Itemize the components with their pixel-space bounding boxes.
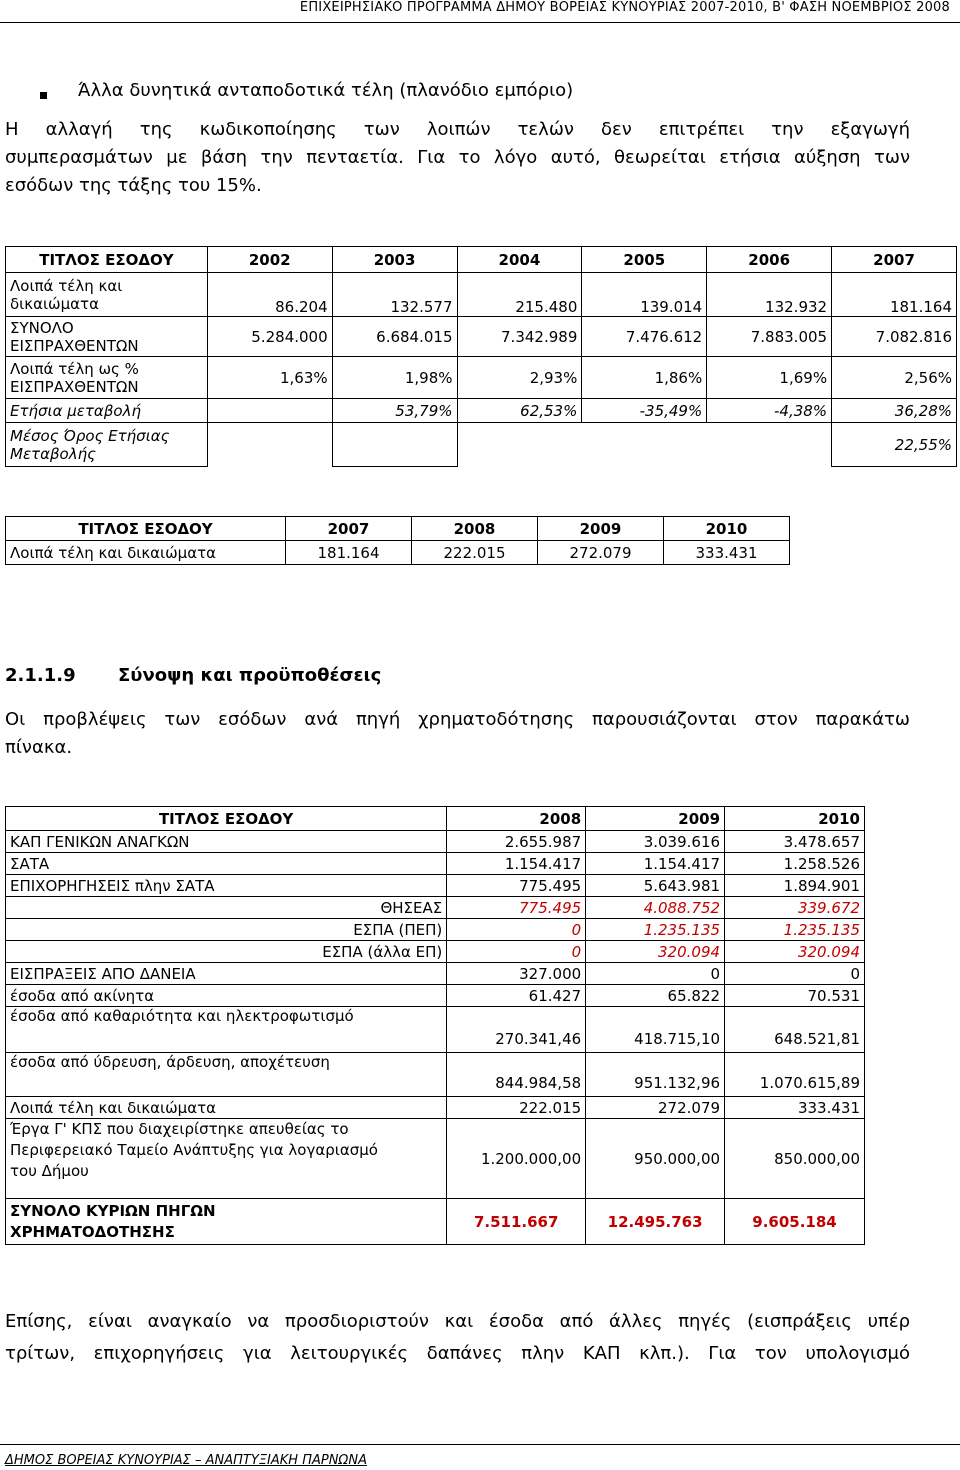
table-cell: 1.154.417 xyxy=(447,853,586,875)
table-cell: 1,69% xyxy=(707,357,832,399)
table-row xyxy=(6,399,957,423)
table-cell: 132.932 xyxy=(707,273,832,317)
table-cell: 850.000,00 xyxy=(725,1119,865,1199)
bullet-item-text: Άλλα δυνητικά ανταποδοτικά τέλη (πλανόδιο εμπόριο) xyxy=(78,80,574,101)
table-row xyxy=(6,423,957,467)
table-cell: 4.088.752 xyxy=(586,897,725,919)
empty-cell xyxy=(207,423,332,467)
header-cell: 2003 xyxy=(332,247,457,273)
table-row xyxy=(6,875,865,897)
table-cell: 1.235.135 xyxy=(586,919,725,941)
table-cell: 333.431 xyxy=(664,541,790,565)
header-cell: ΤΙΤΛΟΣ ΕΣΟΔΟΥ xyxy=(6,247,208,273)
row-label: ΘΗΣΕΑΣ xyxy=(6,897,447,919)
table-cell: 2,93% xyxy=(457,357,582,399)
table-cell: 0 xyxy=(725,963,865,985)
table-cell: 7.883.005 xyxy=(707,317,832,357)
header-cell: 2009 xyxy=(586,807,725,831)
table-row xyxy=(6,1199,865,1245)
footer-divider xyxy=(0,1444,960,1445)
table-cell: 7.476.612 xyxy=(582,317,707,357)
table-cell: -35,49% xyxy=(582,399,707,423)
section-title: Σύνοψη και προϋποθέσεις xyxy=(118,665,382,686)
table-row xyxy=(6,317,957,357)
table-cell: 1.235.135 xyxy=(725,919,865,941)
row-label: ΣΥΝΟΛΟ ΚΥΡΙΩΝ ΠΗΓΩΝ ΧΡΗΜΑΤΟΔΟΤΗΣΗΣ xyxy=(6,1199,447,1245)
table-cell: 3.478.657 xyxy=(725,831,865,853)
page-footer: ΔΗΜΟΣ ΒΟΡΕΙΑΣ ΚΥΝΟΥΡΙΑΣ – ΑΝΑΠΤΥΞΙΑΚΗ ΠΑΡΝΩΝΑ xyxy=(5,1453,367,1468)
paragraph-3-line-1: Επίσης, είναι αναγκαίο να προσδιοριστούν και έσοδα από άλλες πηγές (εισπράξεις υπέρ xyxy=(5,1311,910,1332)
table-row xyxy=(6,273,957,317)
header-cell: 2007 xyxy=(832,247,957,273)
table-cell: 333.431 xyxy=(725,1097,865,1119)
table-cell: 222.015 xyxy=(447,1097,586,1119)
row-label: Λοιπά τέλη και δικαιώματα xyxy=(6,273,208,317)
table-cell: 270.341,46 xyxy=(447,1007,586,1053)
header-cell: 2008 xyxy=(412,517,538,541)
table-header-row xyxy=(6,807,865,831)
row-label: έσοδα από ακίνητα xyxy=(6,985,447,1007)
table-cell: 132.577 xyxy=(332,273,457,317)
row-label: έσοδα από καθαριότητα και ηλεκτροφωτισμό xyxy=(6,1007,447,1053)
table-cell: 1.258.526 xyxy=(725,853,865,875)
table-cell: 951.132,96 xyxy=(586,1053,725,1097)
table-cell: 86.204 xyxy=(207,273,332,317)
header-cell: 2005 xyxy=(582,247,707,273)
header-cell: ΤΙΤΛΟΣ ΕΣΟΔΟΥ xyxy=(6,517,286,541)
table-cell: 775.495 xyxy=(447,875,586,897)
table-cell: 181.164 xyxy=(286,541,412,565)
table-cell: 181.164 xyxy=(832,273,957,317)
table-cell: 327.000 xyxy=(447,963,586,985)
paragraph-3 xyxy=(5,1306,910,1370)
revenue-forecast-table xyxy=(5,516,790,565)
table-cell: 3.039.616 xyxy=(586,831,725,853)
table-cell: 0 xyxy=(586,963,725,985)
header-cell: 2010 xyxy=(725,807,865,831)
row-label: Λοιπά τέλη ως % ΕΙΣΠΡΑΧΘΕΝΤΩΝ xyxy=(6,357,208,399)
table-cell: 12.495.763 xyxy=(586,1199,725,1245)
table-cell: 272.079 xyxy=(586,1097,725,1119)
table-cell: 36,28% xyxy=(832,399,957,423)
table-cell: 62,53% xyxy=(457,399,582,423)
table-row xyxy=(6,853,865,875)
row-label: έσοδα από ύδρευση, άρδευση, αποχέτευση xyxy=(6,1053,447,1097)
header-cell: 2006 xyxy=(707,247,832,273)
table-cell: 320.094 xyxy=(586,941,725,963)
table-header-row xyxy=(6,517,790,541)
paragraph-1-line-3: εσόδων της τάξης του 15%. xyxy=(5,175,262,196)
header-cell: 2007 xyxy=(286,517,412,541)
table-cell: 222.015 xyxy=(412,541,538,565)
row-label: ΕΙΣΠΡΑΞΕΙΣ ΑΠΟ ΔΑΝΕΙΑ xyxy=(6,963,447,985)
table-row xyxy=(6,941,865,963)
paragraph-3-line-2: τρίτων, επιχορηγήσεις για λειτουργικές δαπάνες πλην ΚΑΠ κλπ.). Για τον υπολογισμό xyxy=(5,1343,910,1364)
row-label: Λοιπά τέλη και δικαιώματα xyxy=(6,1097,447,1119)
table-cell: 2.655.987 xyxy=(447,831,586,853)
header-cell: 2008 xyxy=(447,807,586,831)
square-bullet-icon xyxy=(40,92,47,99)
table-cell: 7.342.989 xyxy=(457,317,582,357)
table-row xyxy=(6,1053,865,1097)
empty-cell xyxy=(582,423,707,467)
table-cell: -4,38% xyxy=(707,399,832,423)
paragraph-1 xyxy=(5,116,910,200)
table-cell: 272.079 xyxy=(538,541,664,565)
table-cell: 139.014 xyxy=(582,273,707,317)
table-cell: 320.094 xyxy=(725,941,865,963)
table-row xyxy=(6,1007,865,1053)
table-cell: 0 xyxy=(447,941,586,963)
table-cell: 9.605.184 xyxy=(725,1199,865,1245)
table-cell: 5.284.000 xyxy=(207,317,332,357)
empty-cell xyxy=(332,423,457,467)
table-row xyxy=(6,1119,865,1199)
row-label: ΕΠΙΧΟΡΗΓΗΣΕΙΣ πλην ΣΑΤΑ xyxy=(6,875,447,897)
table-cell: 2,56% xyxy=(832,357,957,399)
row-label: ΚΑΠ ΓΕΝΙΚΩΝ ΑΝΑΓΚΩΝ xyxy=(6,831,447,853)
table-row xyxy=(6,357,957,399)
row-label: Έργα Γ' ΚΠΣ που διαχειρίστηκε απευθείας το Περιφερειακό Ταμείο Ανάπτυξης για λογαριασμό του Δήμου xyxy=(6,1119,447,1199)
table-cell: 1.200.000,00 xyxy=(447,1119,586,1199)
header-cell: 2004 xyxy=(457,247,582,273)
table-cell: 215.480 xyxy=(457,273,582,317)
table-cell: 1,86% xyxy=(582,357,707,399)
table-row xyxy=(6,963,865,985)
table-row xyxy=(6,541,790,565)
table-row xyxy=(6,831,865,853)
table-cell: 7.511.667 xyxy=(447,1199,586,1245)
header-cell: 2009 xyxy=(538,517,664,541)
header-divider xyxy=(0,22,960,23)
table-header-row xyxy=(6,247,957,273)
table-cell: 0 xyxy=(447,919,586,941)
table-row xyxy=(6,985,865,1007)
paragraph-2-line-2: πίνακα. xyxy=(5,737,73,758)
table-cell: 65.822 xyxy=(586,985,725,1007)
table-cell xyxy=(207,399,332,423)
row-label: Λοιπά τέλη και δικαιώματα xyxy=(6,541,286,565)
table-cell: 418.715,10 xyxy=(586,1007,725,1053)
header-cell: 2010 xyxy=(664,517,790,541)
paragraph-1-line-2: συμπερασμάτων με βάση την πενταετία. Για το λόγο αυτό, θεωρείται ετήσια αύξηση των xyxy=(5,147,910,168)
table-cell: 1,98% xyxy=(332,357,457,399)
table-cell: 775.495 xyxy=(447,897,586,919)
page-header: ΕΠΙΧΕΙΡΗΣΙΑΚΟ ΠΡΟΓΡΑΜΜΑ ΔΗΜΟΥ ΒΟΡΕΙΑΣ ΚΥΝΟΥΡΙΑΣ 2007-2010, Β' ΦΑΣΗ ΝΟΕΜΒΡΙΟΣ 2008 xyxy=(299,0,950,15)
table-cell: 70.531 xyxy=(725,985,865,1007)
table-cell: 22,55% xyxy=(832,423,957,467)
row-label: ΣΑΤΑ xyxy=(6,853,447,875)
header-cell: 2002 xyxy=(207,247,332,273)
empty-cell xyxy=(707,423,832,467)
row-label: Ετήσια μεταβολή xyxy=(6,399,208,423)
table-cell: 844.984,58 xyxy=(447,1053,586,1097)
table-cell: 1.894.901 xyxy=(725,875,865,897)
table-cell: 7.082.816 xyxy=(832,317,957,357)
header-cell: ΤΙΤΛΟΣ ΕΣΟΔΟΥ xyxy=(6,807,447,831)
revenue-history-table xyxy=(5,246,957,467)
paragraph-2 xyxy=(5,706,910,762)
section-number: 2.1.1.9 xyxy=(5,665,76,686)
table-cell: 5.643.981 xyxy=(586,875,725,897)
table-row xyxy=(6,897,865,919)
table-cell: 339.672 xyxy=(725,897,865,919)
row-label: ΕΣΠΑ (άλλα ΕΠ) xyxy=(6,941,447,963)
table-cell: 1.070.615,89 xyxy=(725,1053,865,1097)
table-cell: 1,63% xyxy=(207,357,332,399)
table-cell: 53,79% xyxy=(332,399,457,423)
paragraph-2-line-1: Οι προβλέψεις των εσόδων ανά πηγή χρηματοδότησης παρουσιάζονται στον παρακάτω xyxy=(5,709,910,730)
table-cell: 950.000,00 xyxy=(586,1119,725,1199)
table-cell: 1.154.417 xyxy=(586,853,725,875)
row-label: ΣΥΝΟΛΟ ΕΙΣΠΡΑΧΘΕΝΤΩΝ xyxy=(6,317,208,357)
table-row xyxy=(6,1097,865,1119)
table-cell: 61.427 xyxy=(447,985,586,1007)
table-cell: 648.521,81 xyxy=(725,1007,865,1053)
table-row xyxy=(6,919,865,941)
paragraph-1-line-1: Η αλλαγή της κωδικοποίησης των λοιπών τελών δεν επιτρέπει την εξαγωγή xyxy=(5,119,910,140)
row-label: Μέσος Όρος Ετήσιας Μεταβολής xyxy=(6,423,208,467)
empty-cell xyxy=(457,423,582,467)
table-cell: 6.684.015 xyxy=(332,317,457,357)
funding-sources-table xyxy=(5,806,865,1245)
row-label: ΕΣΠΑ (ΠΕΠ) xyxy=(6,919,447,941)
